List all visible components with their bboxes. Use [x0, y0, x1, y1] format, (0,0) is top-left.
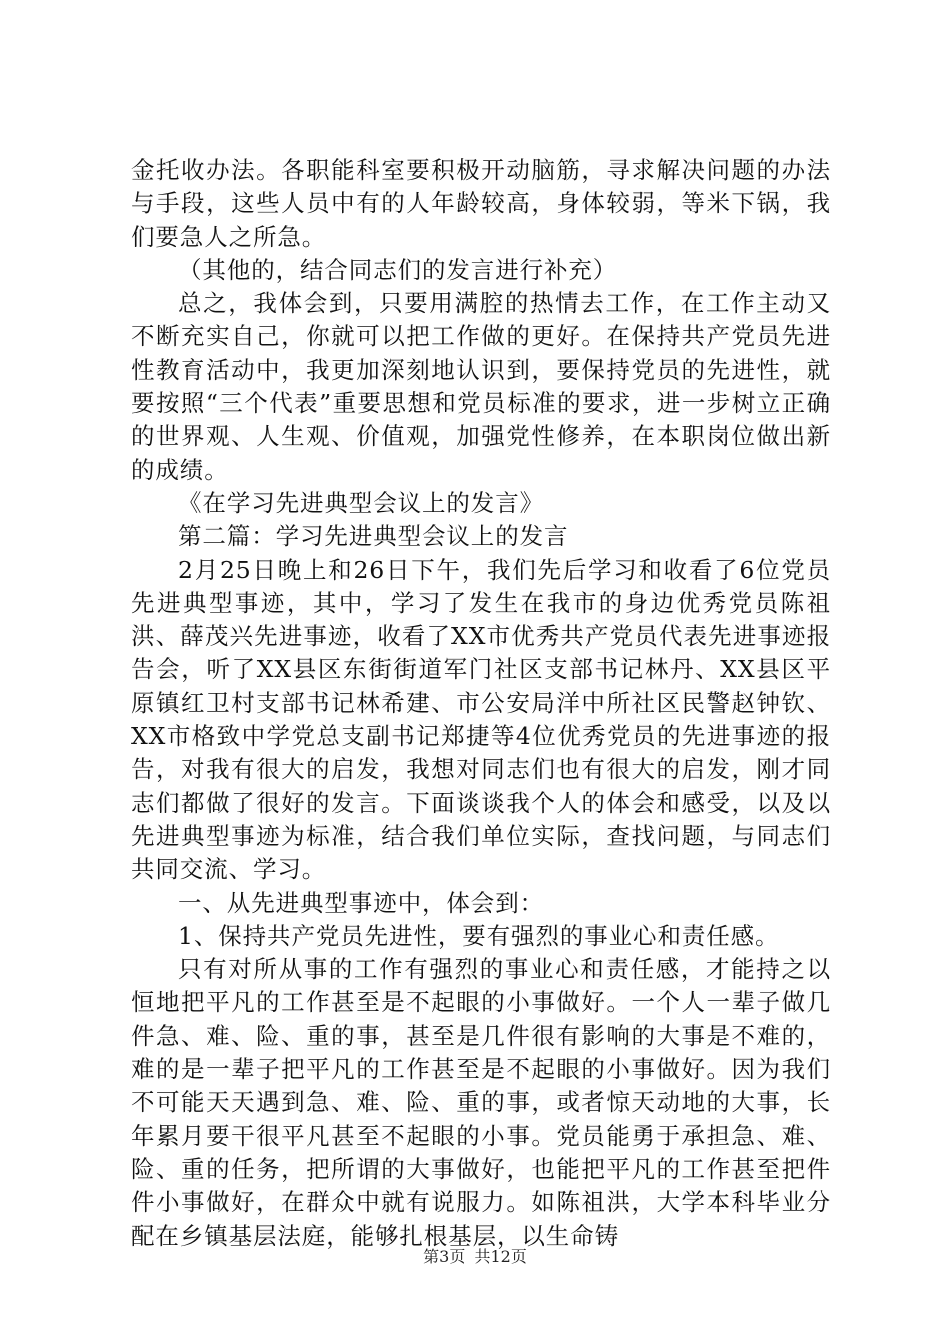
- article-title: 《在学习先进典型会议上的发言》: [178, 488, 544, 517]
- section-heading: 一、从先进典型事迹中，体会到：: [178, 888, 544, 917]
- page-footer: [0, 1244, 950, 1267]
- subsection-heading: 1、保持共产党员先进性，要有强烈的事业心和责任感。: [178, 921, 780, 950]
- paragraph-9: 只有对所从事的工作有强烈的事业心和责任感，才能持之以恒地把平凡的工作甚至是不起眼的小事做好。一个人一辈子做几件急、难、险、重的事，甚至是几件很有影响的大事是不难的，难的是一辈子把平凡的工作甚至是不起眼的小事做好。因为我们不可能天天遇到急、难、险、重的事，或者惊天动地的大事，长年累月要干很平凡甚至不起眼的小事。党员能勇于承担急、难、险、重的任务，把所谓的大事做好，也能把平凡的工作甚至把件件小事做好，在群众中就有说服力。如陈祖洪，大学本科毕业分配在乡镇基层法庭，能够扎根基层，以生命铸: [131, 955, 831, 1250]
- paragraph-1: 金托收办法。各职能科室要积极开动脑筋，寻求解决问题的办法与手段，这些人员中有的人年龄较高，身体较弱，等米下锅，我们要急人之所急。: [131, 156, 831, 251]
- page-total: 共12页: [474, 1247, 527, 1266]
- document-body: [131, 154, 831, 1253]
- paragraph-6: 2月25日晚上和26日下午，我们先后学习和收看了6位党员先进典型事迹，其中，学习了发生在我市的身边优秀党员陈祖洪、薛茂兴先进事迹，收看了XX市优秀共产党员代表先进事迹报告会，听了XX县区东街街道军门社区支部书记林丹、XX县区平原镇红卫村支部书记林希建、市公安局洋中所社区民警赵钟钦、XX市格致中学党总支副书记郑捷等4位优秀党员的先进事迹的报告，对我有很大的启发，我想对同志们也有很大的启发，刚才同志们都做了很好的发言。下面谈谈我个人的体会和感受，以及以先进典型事迹为标准，结合我们单位实际，查找问题，与同志们共同交流、学习。: [131, 555, 831, 884]
- page-number: 第3页: [423, 1247, 466, 1266]
- paragraph-2: （其他的，结合同志们的发言进行补充）: [178, 255, 618, 284]
- chapter-heading: 第二篇：学习先进典型会议上的发言: [178, 522, 569, 551]
- paragraph-3: 总之，我体会到，只要用满腔的热情去工作，在工作主动又不断充实自己，你就可以把工作做的更好。在保持共产党员先进性教育活动中，我更加深刻地认识到，要保持党员的先进性，就要按照“三个代表”重要思想和党员标准的要求，进一步树立正确的世界观、人生观、价值观，加强党性修养，在本职岗位做出新的成绩。: [131, 289, 831, 484]
